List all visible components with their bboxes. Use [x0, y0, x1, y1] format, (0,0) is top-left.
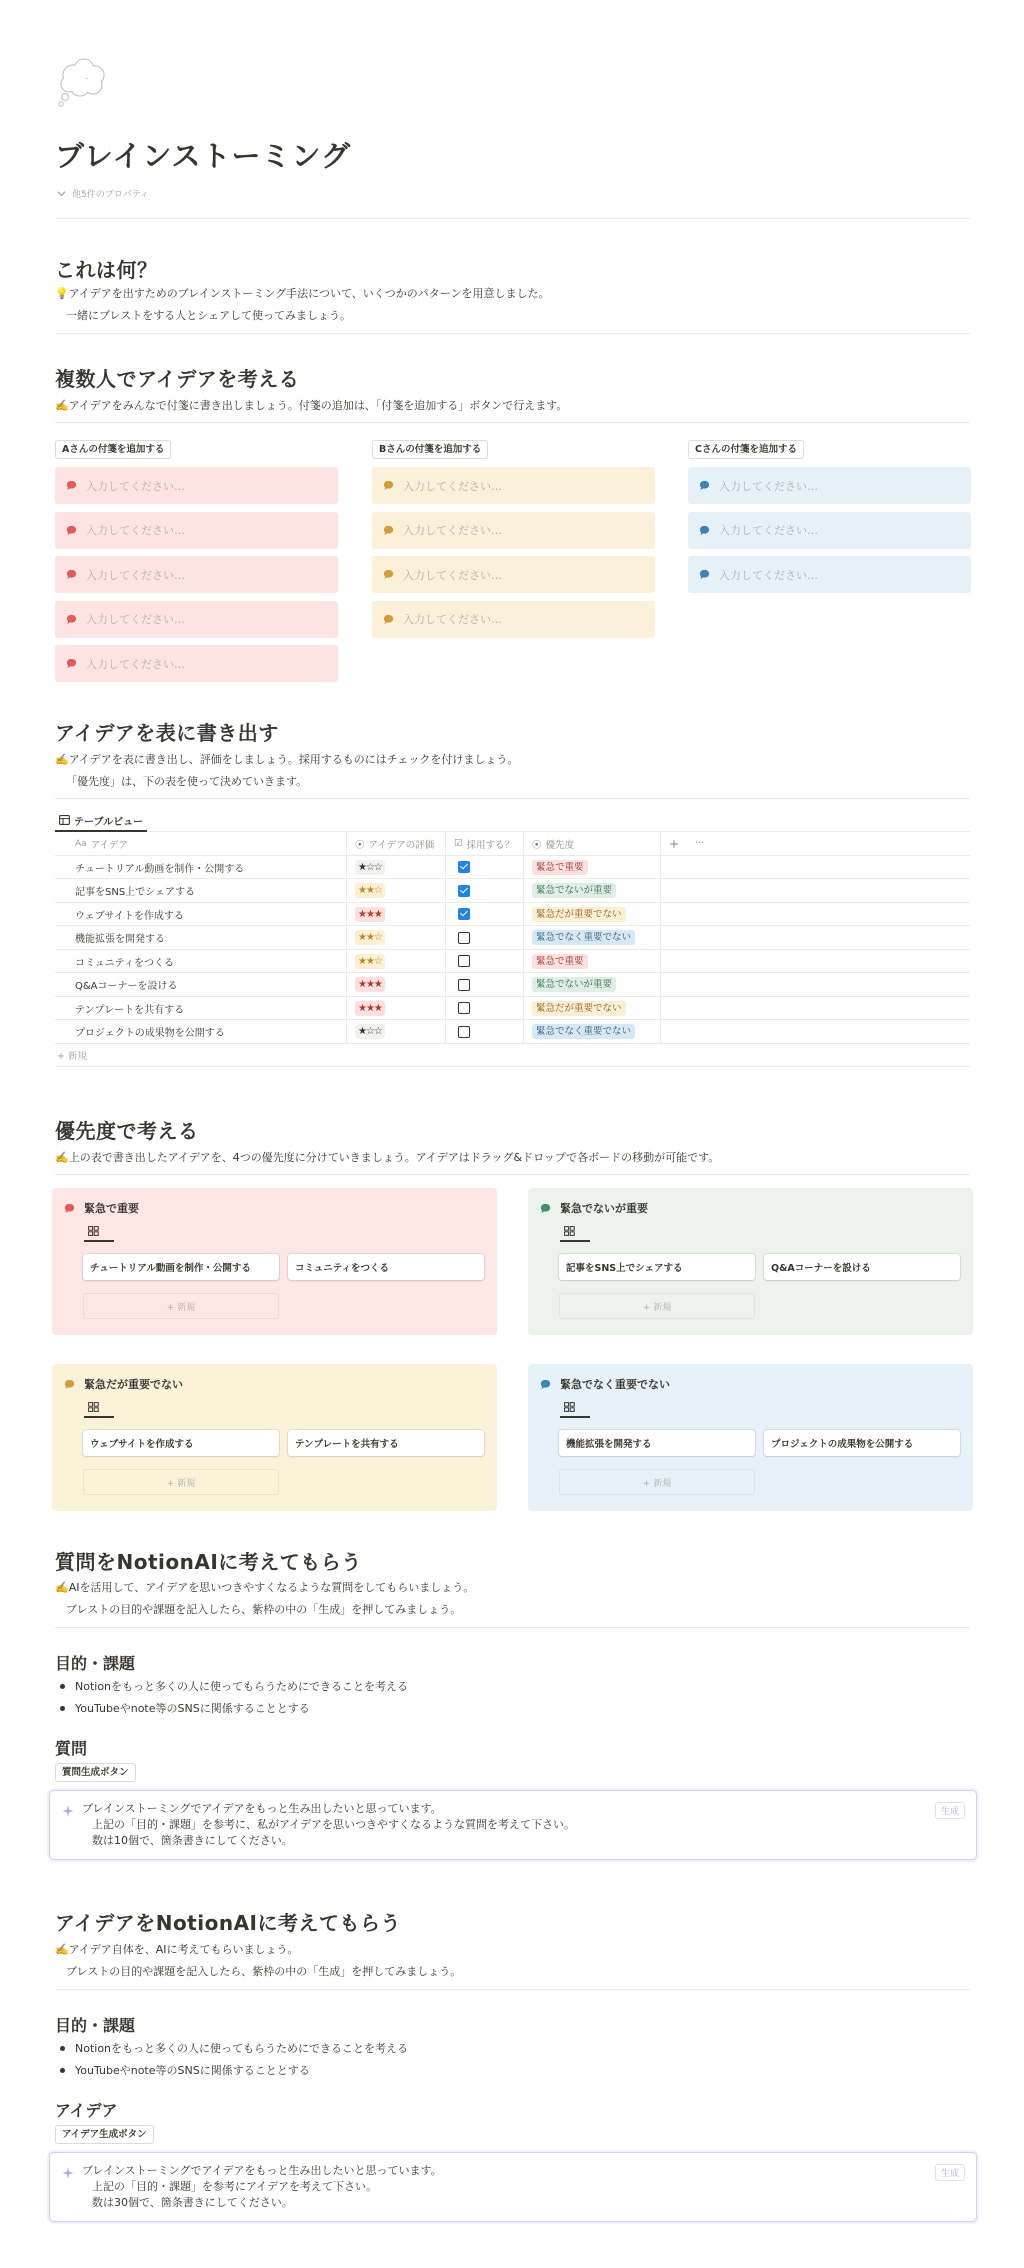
- rating-tag: ★★★: [355, 907, 385, 922]
- text-type-icon: Aa: [75, 838, 87, 849]
- adopt-checkbox[interactable]: [458, 932, 470, 944]
- idea-cell[interactable]: [55, 879, 347, 903]
- sticky-note[interactable]: [55, 512, 338, 549]
- idea-cell[interactable]: [55, 903, 347, 927]
- speech-bubble-icon: [383, 569, 394, 580]
- table-row[interactable]: [55, 973, 970, 997]
- note-placeholder: 入力してください…: [403, 613, 502, 626]
- adopt-checkbox[interactable]: [458, 955, 470, 967]
- add-column-icon[interactable]: +: [669, 836, 680, 851]
- note-placeholder: 入力してください…: [719, 568, 818, 582]
- priority-tag: 緊急でなく重要でない: [532, 930, 635, 945]
- rating-tag: ★★☆: [355, 883, 385, 898]
- idea-text: コミュニティをつくる: [75, 957, 174, 969]
- col-header-rating[interactable]: [347, 832, 446, 856]
- ai-prompt-line: 数は10個で、箇条書きにしてください。: [92, 1834, 293, 1847]
- divider: [55, 218, 970, 219]
- col-label: 採用する？: [466, 839, 515, 851]
- board-title[interactable]: [64, 1200, 139, 1216]
- more-options-icon[interactable]: ···: [695, 838, 705, 850]
- bullet-dot: [60, 2046, 65, 2051]
- speech-bubble-icon: [64, 1379, 75, 1390]
- note-placeholder: 入力してください…: [86, 568, 185, 582]
- speech-bubble-icon: [66, 480, 77, 491]
- text-line: ブレストの目的や課題を記入したら、紫枠の中の「生成」を押してみましょう。: [66, 1603, 462, 1616]
- speech-bubble-icon: [66, 658, 77, 669]
- board-title-text: 緊急で重要: [84, 1202, 139, 1215]
- rating-cell[interactable]: [347, 926, 446, 950]
- adopt-cell[interactable]: [446, 950, 524, 974]
- empty-cell: [661, 973, 970, 997]
- priority-board: [52, 1364, 497, 1511]
- speech-bubble-icon: [540, 1379, 551, 1390]
- adopt-cell[interactable]: [446, 1020, 524, 1044]
- col-label: 優先度: [545, 839, 575, 851]
- rating-tag: ★★☆: [355, 930, 385, 945]
- divider: [55, 422, 970, 423]
- priority-tag: 緊急でなく重要でない: [532, 1024, 635, 1039]
- adopt-cell[interactable]: [446, 856, 524, 880]
- sticky-note[interactable]: [372, 556, 655, 593]
- note-placeholder: 入力してください…: [86, 479, 185, 493]
- text-line: ✍️アイデアを表に書き出し、評価をしましょう。採用するものにはチェックを付けましょう。: [55, 753, 519, 766]
- bullet-item: [60, 2040, 408, 2056]
- tab-table-view[interactable]: [55, 810, 147, 832]
- priority-board: [528, 1364, 973, 1511]
- idea-text: プロジェクトの成果物を公開する: [75, 1028, 225, 1040]
- add-note-button[interactable]: Bさんの付箋を追加する: [372, 440, 488, 459]
- priority-cell[interactable]: [524, 926, 661, 950]
- table-row[interactable]: [55, 950, 970, 974]
- board-add-card-button[interactable]: [83, 1293, 279, 1319]
- empty-cell: [661, 856, 970, 880]
- idea-cell[interactable]: [55, 856, 347, 880]
- note-placeholder: 入力してください…: [86, 613, 185, 626]
- text-line: ✍️AIを活用して、アイデアを思いつきやすくなるような質問をしてもらいましょう。: [55, 1581, 475, 1594]
- rating-tag: ★★☆: [355, 954, 385, 969]
- sticky-note[interactable]: [55, 467, 338, 504]
- col-header-idea[interactable]: [55, 832, 347, 856]
- add-note-button[interactable]: Cさんの付箋を追加する: [688, 440, 804, 459]
- properties-toggle[interactable]: [57, 187, 149, 200]
- bullet-item: [60, 2062, 310, 2078]
- rating-cell[interactable]: [347, 903, 446, 927]
- empty-cell: [661, 950, 970, 974]
- adopt-checkbox[interactable]: [458, 1026, 470, 1038]
- empty-cell: [661, 1020, 970, 1044]
- generate-button[interactable]: 生成: [935, 1802, 965, 1819]
- text-line: 「優先度」は、下の表を使って決めていきます。: [66, 775, 308, 788]
- bullet-dot: [60, 1684, 65, 1689]
- select-icon: ⦿: [355, 839, 365, 851]
- priority-tag: 緊急で重要: [532, 860, 588, 875]
- board-add-card-button[interactable]: [559, 1293, 755, 1319]
- section-title-what: これは何？: [55, 258, 158, 282]
- bullet-dot: [60, 2068, 65, 2073]
- table-row[interactable]: [55, 879, 970, 903]
- gallery-view-tab[interactable]: [560, 1400, 590, 1418]
- section-title-multi: 複数人でアイデアを考える: [55, 367, 300, 391]
- text-line: ✍️上の表で書き出したアイデアを、4つの優先度に分けていきましょう。アイデアはドラッグ&ドロップで各ボードの移動が可能です。: [55, 1151, 720, 1164]
- priority-cell[interactable]: [524, 879, 661, 903]
- board-title[interactable]: [540, 1200, 648, 1216]
- idea-cell[interactable]: [55, 997, 347, 1021]
- section-title-ai-ideas: アイデアをNotionAIに考えてもらう: [55, 1911, 401, 1935]
- adopt-checkbox[interactable]: [458, 908, 470, 920]
- sparkle-icon: [62, 2167, 74, 2179]
- board-card[interactable]: [288, 1430, 484, 1456]
- priority-tag: 緊急でないが重要: [532, 883, 616, 898]
- speech-bubble-icon: [540, 1203, 551, 1214]
- rating-tag: ★★★: [355, 1001, 385, 1016]
- purpose-heading: 目的・課題: [55, 1654, 136, 1673]
- speech-bubble-icon: [699, 569, 710, 580]
- card-title: 記事をSNS上でシェアする: [566, 1263, 683, 1274]
- card-title: テンプレートを共有する: [295, 1439, 399, 1450]
- speech-bubble-icon: [66, 569, 77, 580]
- board-card[interactable]: [764, 1254, 960, 1280]
- new-card-label: + 新規: [166, 1478, 196, 1489]
- note-placeholder: 入力してください…: [86, 524, 185, 537]
- idea-text: チュートリアル動画を制作・公開する: [75, 863, 245, 875]
- adopt-cell[interactable]: [446, 973, 524, 997]
- text-line: 一緒にブレストをする人とシェアして使ってみましょう。: [66, 309, 352, 322]
- rating-cell[interactable]: [347, 1020, 446, 1044]
- adopt-cell[interactable]: [446, 997, 524, 1021]
- note-placeholder: 入力してください…: [403, 479, 502, 493]
- speech-bubble-icon: [383, 480, 394, 491]
- card-title: Q&Aコーナーを設ける: [771, 1263, 871, 1274]
- gallery-icon: [564, 1226, 575, 1236]
- generate-button[interactable]: 生成: [935, 2164, 965, 2181]
- priority-tag: 緊急だが重要でない: [532, 907, 626, 922]
- board-card[interactable]: [559, 1254, 755, 1280]
- speech-bubble-icon: [66, 525, 77, 536]
- add-note-button[interactable]: Aさんの付箋を追加する: [55, 440, 171, 459]
- priority-cell[interactable]: [524, 997, 661, 1021]
- select-icon: ⦿: [532, 839, 542, 851]
- adopt-checkbox[interactable]: [458, 979, 470, 991]
- board-title-text: 緊急でないが重要: [560, 1202, 648, 1215]
- divider: [55, 1989, 970, 1990]
- priority-cell[interactable]: [524, 856, 661, 880]
- table-row[interactable]: [55, 1020, 970, 1044]
- card-title: コミュニティをつくる: [295, 1263, 390, 1274]
- sticky-note[interactable]: [372, 467, 655, 504]
- bullet-dot: [60, 1706, 65, 1711]
- rating-tag: ★☆☆: [355, 860, 385, 875]
- adopt-checkbox[interactable]: [458, 885, 470, 897]
- bullet-item: [60, 1678, 408, 1694]
- board-add-card-button[interactable]: [559, 1469, 755, 1495]
- speech-bubble-icon: [699, 480, 710, 491]
- col-header-actions: [661, 832, 970, 856]
- bullet-text: Notionをもっと多くの人に使ってもらうためにできることを考える: [75, 2042, 409, 2055]
- priority-cell[interactable]: [524, 1020, 661, 1044]
- ai-prompt-line: 数は30個で、箇条書きにしてください。: [92, 2196, 293, 2209]
- bullet-text: Notionをもっと多くの人に使ってもらうためにできることを考える: [75, 1680, 409, 1693]
- board-card[interactable]: [83, 1430, 279, 1456]
- view-tabbar: [55, 810, 970, 832]
- idea-text: 機能拡張を開発する: [75, 934, 165, 946]
- idea-cell[interactable]: [55, 973, 347, 997]
- idea-text: ウェブサイトを作成する: [75, 910, 184, 922]
- table-header: [55, 832, 970, 856]
- table-row[interactable]: [55, 903, 970, 927]
- thought-bubble-icon[interactable]: [55, 55, 109, 109]
- priority-board: [52, 1188, 497, 1335]
- adopt-cell[interactable]: [446, 879, 524, 903]
- card-title: プロジェクトの成果物を公開する: [771, 1439, 914, 1450]
- priority-tag: 緊急でないが重要: [532, 977, 616, 992]
- ai-block-ideas[interactable]: [49, 2152, 977, 2222]
- board-title[interactable]: [64, 1376, 183, 1392]
- sticky-note[interactable]: [372, 601, 655, 638]
- rating-cell[interactable]: [347, 856, 446, 880]
- priority-board: [528, 1188, 973, 1335]
- priority-tag: 緊急で重要: [532, 954, 588, 969]
- divider: [55, 1627, 970, 1628]
- divider: [55, 333, 970, 334]
- gallery-view-tab[interactable]: [84, 1400, 114, 1418]
- col-header-priority[interactable]: [524, 832, 661, 856]
- idea-text: テンプレートを共有する: [75, 1004, 185, 1016]
- text-line: 💡アイデアを出すためのブレインストーミング手法について、いくつかのパターンを用意しました。: [55, 287, 550, 300]
- question-generate-button[interactable]: 質問生成ボタン: [55, 1763, 136, 1782]
- priority-tag: 緊急だが重要でない: [532, 1001, 626, 1016]
- new-card-label: + 新規: [642, 1478, 672, 1489]
- properties-label: 他5件のプロパティ: [72, 190, 150, 200]
- priority-cell[interactable]: [524, 973, 661, 997]
- speech-bubble-icon: [66, 614, 77, 625]
- sticky-note[interactable]: [688, 512, 971, 549]
- board-add-card-button[interactable]: [83, 1469, 279, 1495]
- rating-cell[interactable]: [347, 879, 446, 903]
- adopt-cell[interactable]: [446, 926, 524, 950]
- divider: [55, 1066, 970, 1067]
- board-title[interactable]: [540, 1376, 670, 1392]
- note-placeholder: 入力してください…: [86, 657, 185, 671]
- rating-tag: ★★★: [355, 977, 385, 992]
- board-title-text: 緊急だが重要でない: [84, 1378, 183, 1391]
- bullet-text: YouTubeやnote等のSNSに関係することとする: [75, 1702, 310, 1715]
- page-title[interactable]: ブレインストーミング: [55, 139, 351, 173]
- col-label: アイデアの評価: [368, 839, 435, 851]
- ai-prompt-line: ブレインストーミングでアイデアをもっと生み出したいと思っています。: [82, 2164, 442, 2177]
- idea-heading: アイデア: [55, 2101, 118, 2120]
- board-card[interactable]: [764, 1430, 960, 1456]
- gallery-icon: [88, 1402, 99, 1412]
- section-title-table: アイデアを表に書き出す: [55, 721, 279, 745]
- idea-cell[interactable]: [55, 926, 347, 950]
- rating-cell[interactable]: [347, 973, 446, 997]
- new-card-label: + 新規: [166, 1302, 196, 1313]
- col-header-adopt[interactable]: [446, 832, 524, 856]
- priority-cell[interactable]: [524, 903, 661, 927]
- board-card[interactable]: [288, 1254, 484, 1280]
- speech-bubble-icon: [64, 1203, 75, 1214]
- divider: [55, 798, 970, 799]
- table-row[interactable]: [55, 997, 970, 1021]
- board-card[interactable]: [83, 1254, 279, 1280]
- add-row-button[interactable]: + 新規: [57, 1051, 87, 1062]
- col-label: アイデア: [90, 839, 128, 851]
- idea-cell[interactable]: [55, 950, 347, 974]
- bullet-text: YouTubeやnote等のSNSに関係することとする: [75, 2064, 310, 2077]
- board-card[interactable]: [559, 1430, 755, 1456]
- question-heading: 質問: [55, 1739, 88, 1758]
- idea-text: Q&Aコーナーを設ける: [75, 981, 178, 993]
- gallery-icon: [88, 1226, 99, 1236]
- table-icon: [59, 815, 70, 825]
- text-line: ✍️アイデアをみんなで付箋に書き出しましょう。付箋の追加は、「付箋を追加する」ボタンで行えます。: [55, 399, 568, 412]
- purpose-heading: 目的・課題: [55, 2016, 136, 2035]
- chevron-down-icon: [57, 189, 66, 198]
- priority-cell[interactable]: [524, 950, 661, 974]
- sticky-note[interactable]: [688, 467, 971, 504]
- adopt-cell[interactable]: [446, 903, 524, 927]
- speech-bubble-icon: [383, 525, 394, 536]
- rating-tag: ★☆☆: [355, 1024, 385, 1039]
- ai-block-questions[interactable]: [49, 1790, 977, 1860]
- idea-cell[interactable]: [55, 1020, 347, 1044]
- table-row[interactable]: [55, 856, 970, 880]
- sparkle-icon: [62, 1805, 74, 1817]
- note-placeholder: 入力してください…: [403, 524, 502, 537]
- empty-cell: [661, 997, 970, 1021]
- section-title-ai-questions: 質問をNotionAIに考えてもらう: [55, 1550, 362, 1574]
- rating-cell[interactable]: [347, 997, 446, 1021]
- adopt-checkbox[interactable]: [458, 1002, 470, 1014]
- text-line: ✍️アイデア自体を、AIに考えてもらいましょう。: [55, 1943, 299, 1956]
- ai-prompt-line: ブレインストーミングでアイデアをもっと生み出したいと思っています。: [82, 1802, 442, 1815]
- ai-prompt-line: 上記の「目的・課題」を参考にアイデアを考えて下さい。: [92, 2180, 378, 2193]
- empty-cell: [661, 903, 970, 927]
- gallery-view-tab[interactable]: [84, 1224, 114, 1242]
- empty-cell: [661, 879, 970, 903]
- gallery-view-tab[interactable]: [560, 1224, 590, 1242]
- table-row[interactable]: [55, 926, 970, 950]
- speech-bubble-icon: [699, 525, 710, 536]
- speech-bubble-icon: [383, 614, 394, 625]
- sticky-note[interactable]: [688, 556, 971, 593]
- rating-cell[interactable]: [347, 950, 446, 974]
- sticky-note[interactable]: [55, 556, 338, 593]
- note-placeholder: 入力してください…: [719, 479, 818, 493]
- section-title-priority: 優先度で考える: [55, 1119, 199, 1143]
- checkbox-icon: ☑: [454, 838, 463, 850]
- gallery-icon: [564, 1402, 575, 1412]
- sticky-note[interactable]: [55, 645, 338, 682]
- bullet-item: [60, 1700, 310, 1716]
- empty-cell: [661, 926, 970, 950]
- note-placeholder: 入力してください…: [403, 568, 502, 582]
- board-title-text: 緊急でなく重要でない: [560, 1378, 670, 1391]
- ai-prompt-line: 上記の「目的・課題」を参考に、私がアイデアを思いつきやすくなるような質問を考えて下さい。: [92, 1818, 576, 1831]
- card-title: チュートリアル動画を制作・公開する: [90, 1263, 251, 1274]
- idea-text: 記事をSNS上でシェアする: [75, 887, 195, 899]
- card-title: 機能拡張を開発する: [566, 1439, 652, 1450]
- tab-label: テーブルビュー: [74, 816, 144, 828]
- sticky-note[interactable]: [372, 512, 655, 549]
- note-placeholder: 入力してください…: [719, 524, 818, 537]
- new-card-label: + 新規: [642, 1302, 672, 1313]
- sticky-note[interactable]: [55, 601, 338, 638]
- idea-generate-button[interactable]: アイデア生成ボタン: [55, 2125, 154, 2144]
- adopt-checkbox[interactable]: [458, 861, 470, 873]
- divider: [55, 1174, 970, 1175]
- text-line: ブレストの目的や課題を記入したら、紫枠の中の「生成」を押してみましょう。: [66, 1965, 462, 1978]
- card-title: ウェブサイトを作成する: [90, 1439, 194, 1450]
